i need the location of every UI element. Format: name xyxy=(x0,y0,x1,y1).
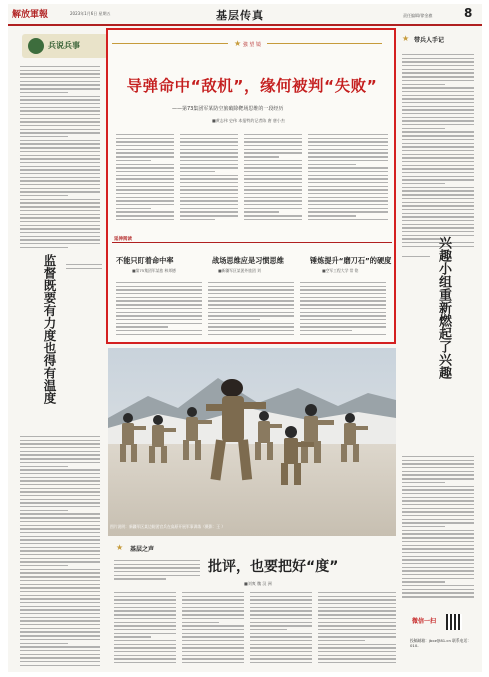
subhead-3-byline: ■空军工程大学 常 铭 xyxy=(322,268,359,273)
photo-caption: 图片说明：新疆军区某边防团官兵在高原开展军事训练（摄影：王 ） xyxy=(110,524,226,529)
subhead-3[interactable]: 锤炼提升“磨刀石”的硬度 xyxy=(310,256,392,265)
left-vertical-title: 监督既要有力度也得有温度 xyxy=(42,254,57,404)
issue-date: 2023年1月6日 星期五 xyxy=(70,11,111,16)
bottom-byline: ■刘爽 魏 汉 洲 xyxy=(244,581,272,586)
article-column-2 xyxy=(180,134,238,223)
bottom-column-2 xyxy=(182,592,244,666)
ribbon-label: ★ 強 望 镜 xyxy=(228,38,267,50)
column-tag xyxy=(22,34,108,58)
qr-code-icon xyxy=(446,614,462,630)
newspaper-logo: 解放軍報 xyxy=(12,10,49,20)
article-column-1 xyxy=(116,134,174,223)
related-column-1 xyxy=(116,282,202,337)
badge-icon xyxy=(28,38,44,54)
star-icon: ★ xyxy=(234,39,242,48)
newspaper-page: 解放軍報 2023年1月6日 星期五 基层传真 责任编辑/徐金旗 8 兵说兵事 监督既要有力度也得有温度 ★ 強 望 镜 导弹命中“敌机”，缘何被判“失败” ——第73集团军某防空旅破除靶场思维的一段经历 ■黄志伟 史伟 本报特约记者陈 唐 唐小杰 延伸阅读 不能只盯着命中率 ■第75集团军某旅 林邦德 战场思维应是习惯思维 ■新疆军区某团外旅团 刘 锤炼提升“磨刀石”的硬度 ■空军工程大学 常 铭 ★ 带兵人手记 兴趣小组重新燃起了兴趣 图片说明：新疆军区某边防团官兵在高原开展军事训练（摄影：王 ） ★ 基层之声 批评，也要把好“度” ■刘爽 魏 汉 洲 微信一扫 投稿邮箱：jbcz@81.cn 联系电话：010- xyxy=(8,4,482,672)
star-icon: ★ xyxy=(116,543,124,552)
left-byline-block xyxy=(66,264,102,354)
bottom-column-3 xyxy=(250,592,312,666)
article-ribbon xyxy=(208,38,282,50)
left-body-text-2 xyxy=(20,436,100,668)
column-tag-label: 兵说兵事 xyxy=(48,41,80,50)
related-column-2 xyxy=(208,282,294,337)
divider xyxy=(112,242,392,243)
page-header xyxy=(8,4,482,26)
contact-info: 投稿邮箱：jbcz@81.cn 联系电话：010- xyxy=(410,638,472,648)
subhead-2-byline: ■新疆军区某团外旅团 刘 xyxy=(218,268,261,273)
subhead-2[interactable]: 战场思维应是习惯思维 xyxy=(212,256,284,265)
bottom-column-1 xyxy=(114,592,176,666)
bottom-column-4 xyxy=(318,592,396,666)
contact-title: 微信一扫 xyxy=(412,618,437,625)
section-title: 基层传真 xyxy=(216,9,264,22)
star-icon: ★ xyxy=(402,34,410,43)
article-headline: 导弹命中“敌机”，缘何被判“失败” xyxy=(126,77,378,95)
training-photo xyxy=(108,348,396,536)
article-subtitle: ——第73集团军某防空旅破除靶场思维的一段经历 xyxy=(172,106,284,112)
related-column-3 xyxy=(300,282,386,337)
subhead-1[interactable]: 不能只盯着命中率 xyxy=(116,256,174,265)
page-editor: 责任编辑/徐金旗 xyxy=(403,13,433,18)
right-body-text xyxy=(402,54,474,249)
right-body-text-2 xyxy=(402,456,474,600)
bottom-headline[interactable]: 批评，也要把好“度” xyxy=(208,559,339,575)
bottom-intro-text xyxy=(114,560,200,582)
article-byline: ■黄志伟 史伟 本报特约记者陈 唐 唐小杰 xyxy=(212,118,285,123)
soldiers-image xyxy=(108,348,396,536)
right-byline-block xyxy=(402,256,430,386)
featured-article[interactable] xyxy=(106,28,396,344)
related-subheads xyxy=(114,256,392,276)
subhead-1-byline: ■第75集团军某旅 林邦德 xyxy=(132,268,176,273)
left-body-text xyxy=(20,66,100,250)
right-vertical-title: 兴趣小组重新燃起了兴趣 xyxy=(436,236,451,379)
right-column-label: 带兵人手记 xyxy=(414,37,445,44)
page-number: 8 xyxy=(464,6,473,20)
right-column-header xyxy=(402,34,476,46)
article-column-4 xyxy=(308,134,388,223)
related-reading-label: 延伸阅读 xyxy=(114,237,132,242)
contact-box xyxy=(406,612,476,668)
article-column-3 xyxy=(244,134,302,223)
